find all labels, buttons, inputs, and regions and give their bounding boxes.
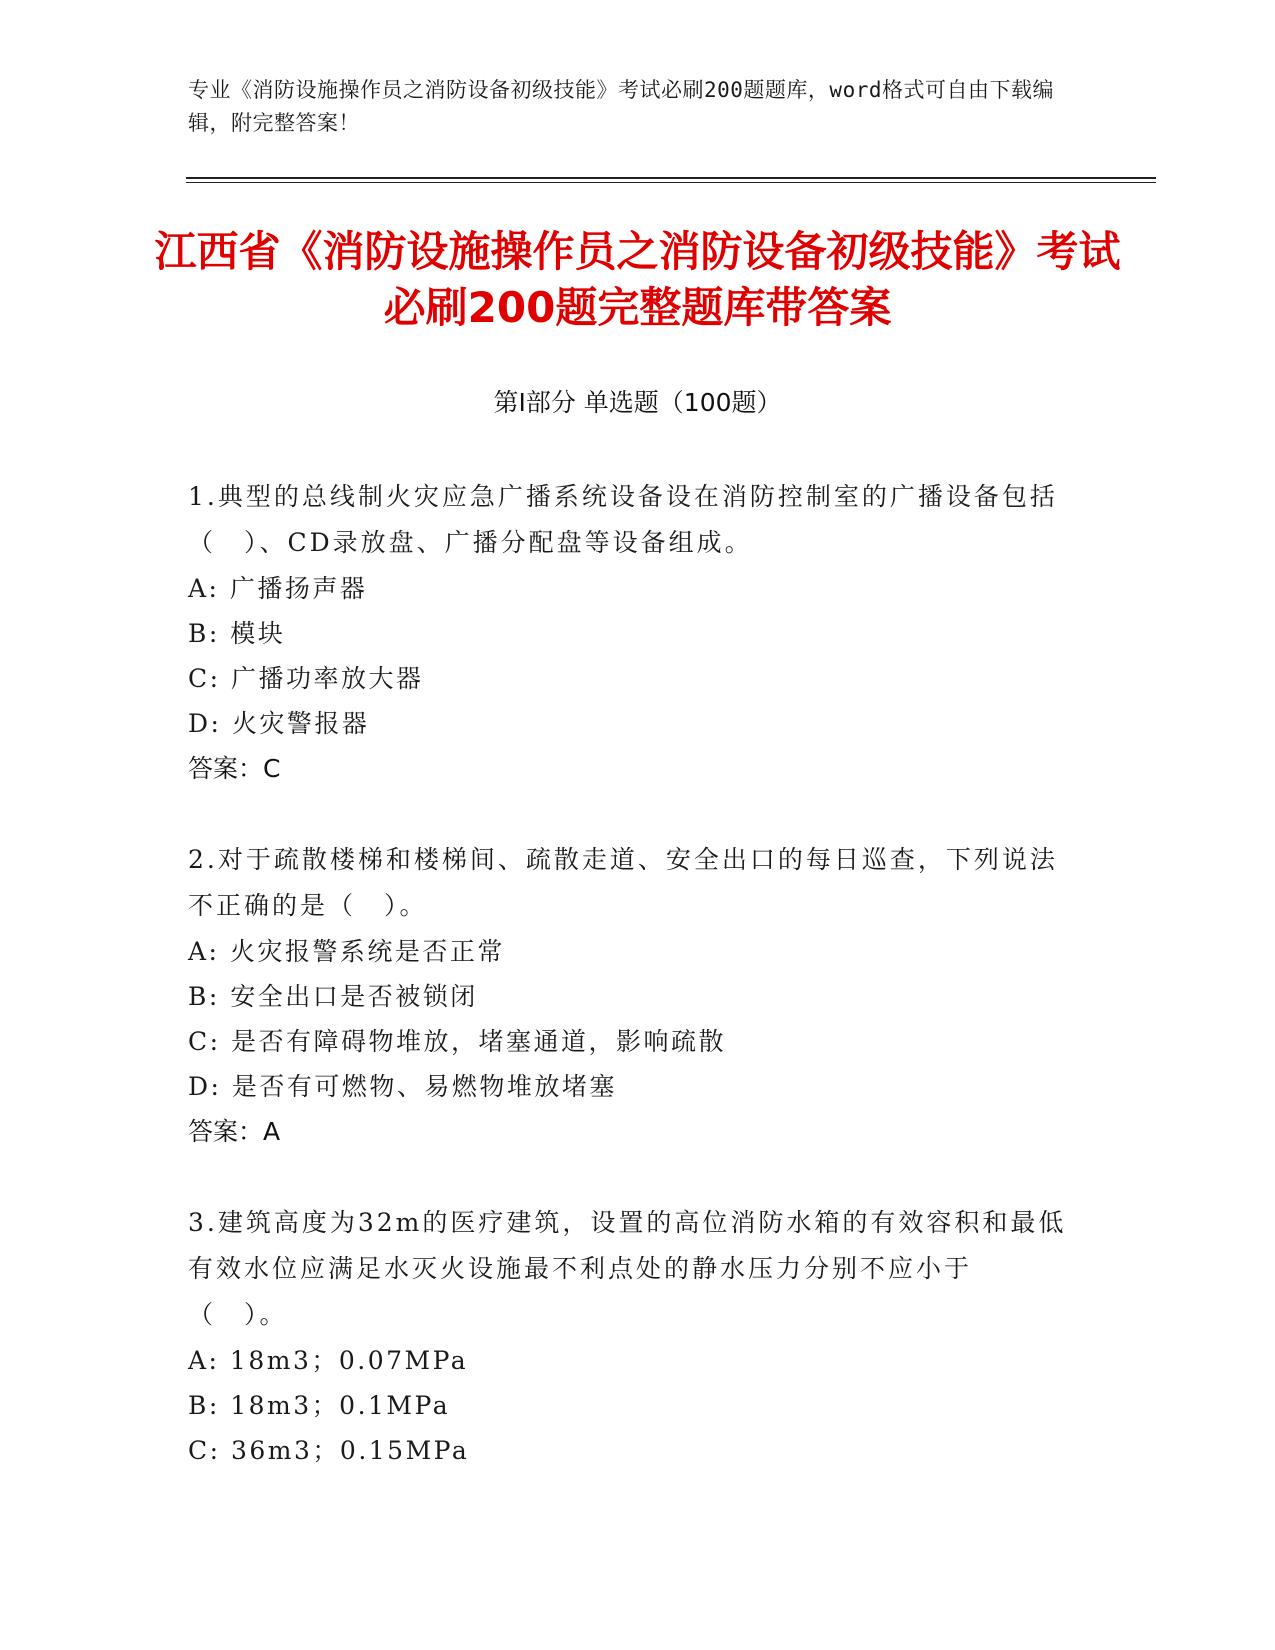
option-c: C: 广播功率放大器 bbox=[188, 664, 424, 693]
option-a: A: 18m3；0.07MPa bbox=[188, 1346, 469, 1375]
question-list bbox=[188, 474, 1068, 1518]
option-c: C: 是否有障碍物堆放，堵塞通道，影响疏散 bbox=[188, 1027, 726, 1056]
header-rule-thin bbox=[186, 182, 1156, 183]
header-rule-thick bbox=[186, 177, 1156, 179]
option-a: A: 火灾报警系统是否正常 bbox=[188, 937, 505, 966]
option-d: D: 火灾警报器 bbox=[188, 709, 370, 738]
question-stem: 1.典型的总线制火灾应急广播系统设备设在消防控制室的广播设备包括（ ）、CD录放盘、广播分配盘等设备组成。 bbox=[188, 482, 1058, 557]
question-2 bbox=[188, 837, 1068, 1155]
document-title: 江西省《消防设施操作员之消防设备初级技能》考试必刷200题完整题库带答案 bbox=[154, 227, 1121, 332]
option-b: B: 安全出口是否被锁闭 bbox=[188, 982, 478, 1011]
section-heading: 第Ⅰ部分 单选题（100题） bbox=[493, 388, 782, 417]
answer: 答案：C bbox=[188, 754, 281, 783]
option-b: B: 模块 bbox=[188, 619, 286, 648]
answer: 答案：A bbox=[188, 1117, 281, 1146]
header-note: 专业《消防设施操作员之消防设备初级技能》考试必刷200题题库，word格式可自由下载编辑，附完整答案！ bbox=[188, 78, 1054, 135]
question-3 bbox=[188, 1200, 1068, 1473]
option-b: B: 18m3；0.1MPa bbox=[188, 1391, 451, 1420]
question-stem: 2.对于疏散楼梯和楼梯间、疏散走道、安全出口的每日巡查，下列说法不正确的是（ ）。 bbox=[188, 845, 1058, 920]
question-stem: 3.建筑高度为32m的医疗建筑，设置的高位消防水箱的有效容积和最低有效水位应满足水灭火设施最不利点处的静水压力分别不应小于（ ）。 bbox=[188, 1208, 1067, 1329]
option-c: C: 36m3；0.15MPa bbox=[188, 1436, 470, 1465]
option-a: A: 广播扬声器 bbox=[188, 574, 368, 603]
option-d: D: 是否有可燃物、易燃物堆放堵塞 bbox=[188, 1072, 617, 1101]
question-1 bbox=[188, 474, 1068, 792]
